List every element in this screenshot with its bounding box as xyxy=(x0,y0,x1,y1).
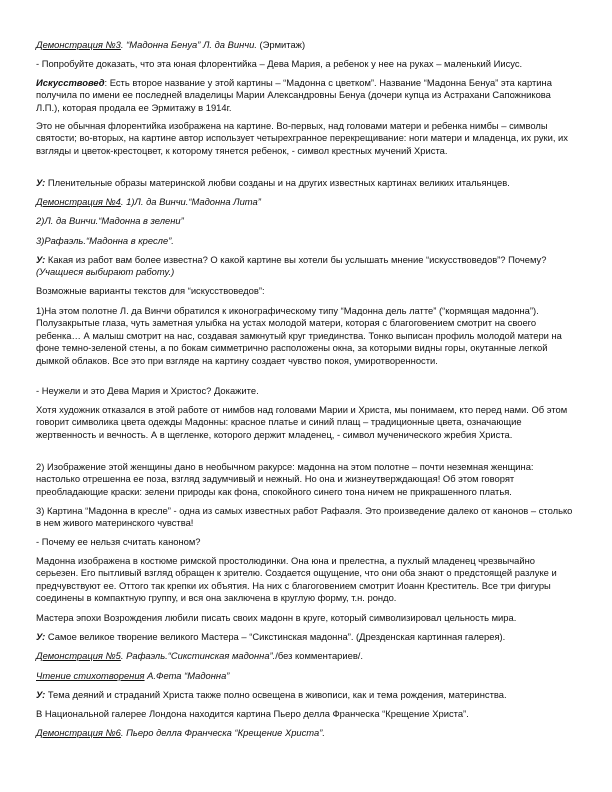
poem-reading-heading xyxy=(36,670,576,682)
poem-title: А.Фета “Мадонна” xyxy=(144,670,230,681)
paragraph: - Почему ее нельзя считать каноном? xyxy=(36,536,201,547)
speaker-label: Искусствовед xyxy=(36,77,105,88)
stage-note: (Учащиеся выбирают работу.) xyxy=(36,266,175,278)
paragraph: - Неужели и это Дева Мария и Христос? Докажите. xyxy=(36,385,259,396)
speaker-paragraph xyxy=(36,689,576,701)
paragraph: Возможные варианты текстов для “искусствоведов”: xyxy=(36,285,265,296)
demo-4-heading xyxy=(36,196,576,208)
speaker-label: У: xyxy=(36,254,46,265)
painting-item: 2)Л. да Винчи.“Мадонна в зелени” xyxy=(36,215,184,226)
speaker-paragraph xyxy=(36,631,576,643)
demo-label: Демонстрация №4 xyxy=(36,196,121,207)
speaker-text: Пленительные образы материнской любви созданы и на других известных картинах великих итальянцев. xyxy=(45,177,510,188)
painting-title: . Рафаэль.“Сикстинская мадонна”. xyxy=(120,650,276,661)
speaker-label: У: xyxy=(36,631,46,642)
speaker-label: У: xyxy=(36,689,46,700)
speaker-paragraph xyxy=(36,177,576,189)
demo-label: Демонстрация №5 xyxy=(36,650,121,661)
painting-title: . Пьеро делла Франческа “Крещение Христа”. xyxy=(120,727,325,738)
painting-item: 3)Рафаэль.“Мадонна в кресле”. xyxy=(36,235,174,246)
reading-label: Чтение стихотворения xyxy=(36,670,145,681)
paragraph: 3) Картина “Мадонна в кресле” - одна из самых известных работ Рафаэля. Это произведение далеко от канонов – столько в нем живого материнского чувства! xyxy=(36,505,573,529)
demo-5-heading xyxy=(36,650,576,662)
painting-title: . “Мадонна Бенуа” Л. да Винчи. xyxy=(120,39,257,50)
speaker-paragraph xyxy=(36,254,576,279)
speaker-text: : Есть второе название у этой картины – “Мадонна с цветком”. Название “Мадонна Бенуа” эта картина получила по имени ее последней владелицы Марии Александровны Бенуа (дочери купца из Астрахани Сапожникова Л.П.), которая продала ее Эрмитажу в 1914г. xyxy=(36,77,552,113)
speaker-label: У: xyxy=(36,177,46,188)
demo-3-heading xyxy=(36,39,576,51)
speaker-text: Тема деяний и страданий Христа также полно освещена в живописи, как и тема рождения, материнства. xyxy=(45,689,507,700)
paragraph: Это не обычная флорентийка изображена на картине. Во-первых, над головами матери и ребенка нимбы – символы святости; во-вторых, на картине автор использует четырехгранное перекрещивание: ноги матери и младенца, их руки, их взгляды и цветок-крестоцвет, к которому тянется ребенок, - символ крестных мучений Христа. xyxy=(36,120,568,156)
speaker-text: Какая из работ вам более известна? О какой картине вы хотели бы услышать мнение “искусствоведов”? Почему? xyxy=(45,254,547,265)
paragraph: - Попробуйте доказать, что эта юная флорентийка – Дева Мария, а ребенок у нее на руках – маленький Иисус. xyxy=(36,58,523,69)
paragraph: Хотя художник отказался в этой работе от нимбов над головами Марии и Христа, мы понимаем, кто перед нами. Об этом говорит символика цвета одежды Мадонны: красное платье и синий плащ – традиционные цвета, означающие жертвенность и вечность. А в щегленке, которого держит младенец, - символ мученического жребия Христа. xyxy=(36,404,568,440)
paragraph: 2) Изображение этой женщины дано в необычном ракурсе: мадонна на этом полотне – почти неземная женщина: настолько отрешенна ее поза, взгляд задумчивый и нежный. Но она и жизнеутверждающая! Об этом говорят преобладающие краски: зелени природы как фона, спокойного синего тона ничем не прикрашенного платья. xyxy=(36,461,534,497)
location: (Эрмитаж) xyxy=(256,39,306,50)
speaker-paragraph xyxy=(36,77,576,114)
speaker-text: Самое великое творение великого Мастера – “Сикстинская мадонна”. (Дрезденская картинная галерея). xyxy=(45,631,506,642)
painting-title: . 1)Л. да Винчи.“Мадонна Лита” xyxy=(120,196,261,207)
demo-label: Демонстрация №3 xyxy=(36,39,121,50)
paragraph: 1)На этом полотне Л. да Винчи обратился к иконографическому типу “Мадонна дель латте” (“кормящая мадонна”). Полузакрытые глаза, чуть заметная улыбка на устах молодой матери, которая с благоговением смотрит на своего ребенка… А малыш смотрит на нас, создавая замкнутый круг триединства. Тонко выписан профиль молодой матери на фоне темно-зеленой стены, а по бокам симметрично расположены окна, за которыми видны горы, окутанные легкой дымкой облаков. Все это при взгляде на картину создает чувство покоя, умиротворенности. xyxy=(36,305,562,366)
demo-6-heading xyxy=(36,727,576,739)
paragraph: Мастера эпохи Возрождения любили писать своих мадонн в круге, который символизировал цельность мира. xyxy=(36,612,517,623)
paragraph: Мадонна изображена в костюме римской простолюдинки. Она юна и прелестна, а пухлый младенец чрезвычайно серьезен. Его пытливый взгляд обращен к зрителю. Создается ощущение, что они оба знают о предстоящей разлуке и предчувствуют ее. Оттого так крепки их объятия. На них с благоговением смотрит Иоанн Креститель. Все три фигуры соединены в компактную группу, и вся она заключена в круглую форму, т.н. рондо. xyxy=(36,555,557,604)
demo-label: Демонстрация №6 xyxy=(36,727,121,738)
demo-note: /без комментариев/. xyxy=(275,650,364,661)
paragraph: В Национальной галерее Лондона находится картина Пьеро делла Франческа “Крещение Христа”. xyxy=(36,708,469,719)
